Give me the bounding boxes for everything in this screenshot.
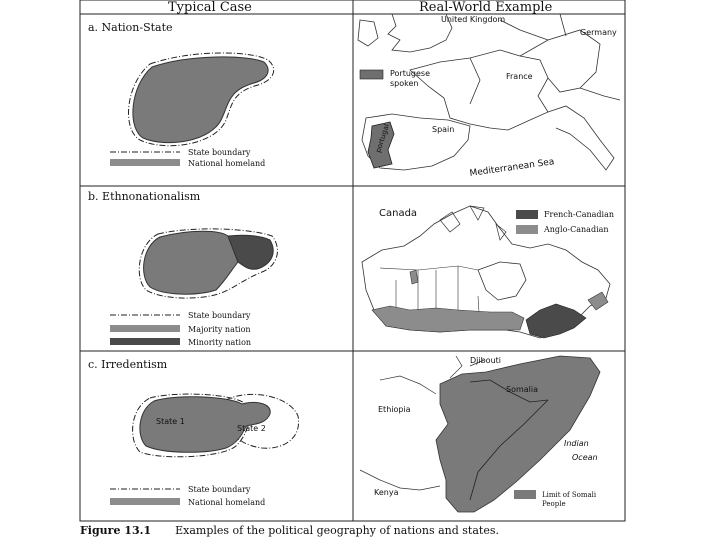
legend-state-boundary-label: State boundary [188, 148, 251, 157]
legend-anglo-canadian-label: Anglo-Canadian [544, 225, 609, 234]
legend-c-national-homeland-label: National homeland [188, 498, 266, 507]
label-ethiopia: Ethiopia [378, 405, 411, 414]
france-coastline [410, 50, 548, 130]
figure-caption-text: Examples of the political geography of nations and states. [175, 524, 499, 537]
panel-a-diagram [129, 53, 274, 146]
label-portugal: portugal [374, 123, 392, 154]
label-indian: Indian [564, 439, 589, 448]
legend-b-state-boundary-label: State boundary [188, 311, 251, 320]
label-mediterranean-sea: Mediterranean Sea [469, 157, 556, 179]
header-typical-case: Typical Case [168, 0, 252, 15]
legend-somali-line2: People [542, 500, 566, 508]
somali-people-region [436, 356, 600, 512]
label-state-2: State 2 [237, 424, 266, 433]
legend-portugese-line1: Portugese [390, 69, 431, 78]
panel-b-diagram [139, 229, 277, 298]
figure-caption [80, 524, 499, 537]
label-djibouti: Djibouti [470, 356, 502, 365]
figure-number: Figure 13.1 [80, 524, 152, 537]
legend-majority-nation-label: Majority nation [188, 325, 251, 334]
legend-somali-label [542, 491, 598, 508]
panel-c-legend [110, 485, 265, 507]
legend-c-national-homeland-swatch [110, 498, 180, 505]
legend-minority-nation-label: Minority nation [188, 338, 252, 347]
legend-portugese-swatch [360, 70, 383, 79]
panel-a-national-homeland [133, 57, 268, 143]
europe-map [358, 14, 620, 170]
panel-b-majority-nation [144, 231, 238, 294]
label-state-1: State 1 [156, 417, 185, 426]
label-germany: Germany [580, 28, 617, 37]
label-canada: Canada [379, 208, 418, 219]
legend-c-state-boundary-label: State boundary [188, 485, 251, 494]
legend-french-canadian-label: French-Canadian [544, 210, 615, 219]
legend-somali-line1: Limit of Somali [542, 491, 597, 499]
legend-french-canadian-swatch [516, 210, 538, 219]
legend-portugese-label [390, 69, 433, 88]
legend-portugese-line2: spoken [390, 79, 419, 88]
legend-national-homeland-label: National homeland [188, 159, 266, 168]
legend-minority-nation-swatch [110, 338, 180, 345]
ireland-coastline [358, 20, 378, 46]
legend-somali-swatch [514, 490, 536, 499]
label-france: France [506, 72, 533, 81]
panel-a-title: a. Nation-State [88, 21, 173, 34]
label-ocean: Ocean [572, 453, 598, 462]
panel-b-title: b. Ethnonationalism [88, 190, 201, 203]
legend-majority-nation-swatch [110, 325, 180, 332]
panel-b-legend [110, 311, 251, 347]
legend-national-homeland-swatch [110, 159, 180, 166]
italy-coastline [548, 106, 614, 170]
legend-anglo-canadian-swatch [516, 225, 538, 234]
label-somalia: Somalia [506, 385, 539, 394]
panel-a-legend [110, 148, 265, 168]
label-spain: Spain [432, 125, 455, 134]
label-united-kingdom: United Kingdom [441, 15, 506, 24]
panel-c-title: c. Irredentism [88, 358, 168, 371]
germany-border [520, 30, 600, 92]
header-real-world-example: Real-World Example [419, 0, 553, 15]
label-kenya: Kenya [374, 488, 399, 497]
